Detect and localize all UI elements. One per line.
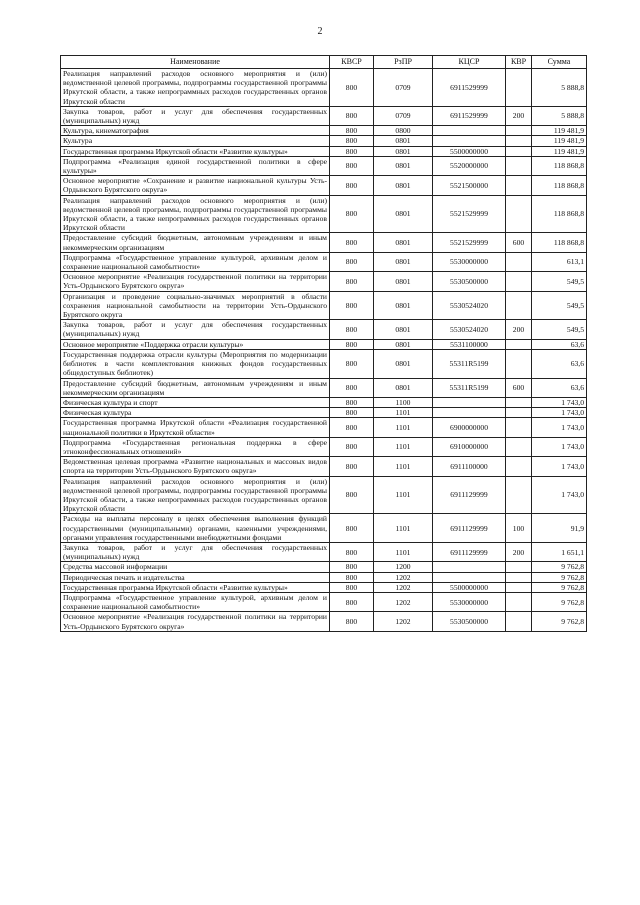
cell-sum: 5 888,8	[532, 106, 587, 125]
cell-kvr: 600	[506, 233, 532, 252]
cell-kvsr: 800	[330, 195, 374, 233]
cell-kvsr: 800	[330, 542, 374, 561]
table-row	[61, 562, 587, 572]
table-row	[61, 106, 587, 125]
cell-kvsr: 800	[330, 156, 374, 175]
cell-sum: 118 868,8	[532, 156, 587, 175]
cell-sum: 549,5	[532, 291, 587, 320]
cell-kvr	[506, 582, 532, 592]
table-row	[61, 176, 587, 195]
header-kvr: КВР	[506, 56, 532, 69]
cell-sum: 549,5	[532, 320, 587, 339]
cell-rzpr: 0801	[374, 252, 433, 271]
cell-sum: 1 743,0	[532, 418, 587, 437]
cell-rzpr: 0801	[374, 291, 433, 320]
cell-kcsr: 5521529999	[433, 233, 506, 252]
cell-sum: 63,6	[532, 378, 587, 397]
page-number: 2	[317, 26, 323, 37]
cell-rzpr: 1101	[374, 437, 433, 456]
cell-kvr	[506, 408, 532, 418]
table-row	[61, 476, 587, 514]
table-row	[61, 457, 587, 476]
cell-kcsr: 5530000000	[433, 592, 506, 611]
table-row	[61, 397, 587, 407]
cell-rzpr: 0800	[374, 126, 433, 136]
cell-sum: 118 868,8	[532, 233, 587, 252]
cell-kvr	[506, 612, 532, 631]
cell-kvr: 200	[506, 320, 532, 339]
cell-name: Предоставление субсидий бюджетным, автономным учреждениям и иным некоммерческим организациям	[61, 233, 330, 252]
cell-kvr	[506, 272, 532, 291]
table-row	[61, 612, 587, 631]
cell-kvr	[506, 562, 532, 572]
cell-kvsr: 800	[330, 126, 374, 136]
cell-sum: 118 868,8	[532, 195, 587, 233]
cell-name: Государственная программа Иркутской области «Реализация государственной национальной политики в Иркутской области»	[61, 418, 330, 437]
cell-kvsr: 800	[330, 612, 374, 631]
cell-kcsr	[433, 562, 506, 572]
cell-kvr	[506, 349, 532, 378]
cell-kcsr: 5521529999	[433, 195, 506, 233]
cell-rzpr: 0801	[374, 320, 433, 339]
cell-name: Основное мероприятие «Реализация государственной политики на территории Усть-Ордынского Бурятского округа»	[61, 272, 330, 291]
cell-sum: 9 762,8	[532, 562, 587, 572]
cell-kvsr: 800	[330, 136, 374, 146]
cell-kcsr: 5530500000	[433, 612, 506, 631]
table-row	[61, 378, 587, 397]
cell-rzpr: 0801	[374, 136, 433, 146]
cell-rzpr: 1101	[374, 408, 433, 418]
cell-kvr	[506, 146, 532, 156]
cell-sum: 1 743,0	[532, 408, 587, 418]
cell-name: Подпрограмма «Реализация единой государственной политики в сфере культуры»	[61, 156, 330, 175]
cell-sum: 9 762,8	[532, 592, 587, 611]
cell-kvr	[506, 252, 532, 271]
budget-table	[60, 55, 587, 632]
cell-kvsr: 800	[330, 378, 374, 397]
cell-kcsr: 5500000000	[433, 582, 506, 592]
cell-kvsr: 800	[330, 252, 374, 271]
cell-kvsr: 800	[330, 272, 374, 291]
cell-kvr	[506, 397, 532, 407]
cell-sum: 5 888,8	[532, 69, 587, 107]
cell-kvr: 200	[506, 542, 532, 561]
cell-name: Предоставление субсидий бюджетным, автономным учреждениям и иным некоммерческим организациям	[61, 378, 330, 397]
cell-name: Государственная программа Иркутской области «Развитие культуры»	[61, 582, 330, 592]
cell-kcsr: 5531100000	[433, 339, 506, 349]
cell-rzpr: 0801	[374, 378, 433, 397]
cell-kvsr: 800	[330, 572, 374, 582]
header-sum: Сумма	[532, 56, 587, 69]
table-row	[61, 542, 587, 561]
cell-kvsr: 800	[330, 291, 374, 320]
cell-rzpr: 1101	[374, 542, 433, 561]
cell-kvsr: 800	[330, 339, 374, 349]
cell-kvsr: 800	[330, 176, 374, 195]
cell-sum: 1 743,0	[532, 457, 587, 476]
header-kcsr: КЦСР	[433, 56, 506, 69]
cell-kcsr: 5530524020	[433, 320, 506, 339]
cell-kcsr: 5500000000	[433, 146, 506, 156]
cell-sum: 1 743,0	[532, 397, 587, 407]
cell-name: Физическая культура и спорт	[61, 397, 330, 407]
cell-kvr	[506, 592, 532, 611]
table-row	[61, 272, 587, 291]
cell-kvr	[506, 437, 532, 456]
cell-kvsr: 800	[330, 69, 374, 107]
header-kvsr: КВСР	[330, 56, 374, 69]
cell-kvsr: 800	[330, 476, 374, 514]
cell-rzpr: 0801	[374, 233, 433, 252]
table-row	[61, 418, 587, 437]
cell-name: Основное мероприятие «Реализация государственной политики на территории Усть-Ордынского Бурятского округа»	[61, 612, 330, 631]
cell-kcsr: 5521500000	[433, 176, 506, 195]
table-row	[61, 582, 587, 592]
cell-kvsr: 800	[330, 349, 374, 378]
cell-kvsr: 800	[330, 592, 374, 611]
cell-kvsr: 800	[330, 562, 374, 572]
cell-rzpr: 1202	[374, 592, 433, 611]
cell-sum: 9 762,8	[532, 582, 587, 592]
cell-rzpr: 1101	[374, 418, 433, 437]
table-row	[61, 349, 587, 378]
cell-rzpr: 0801	[374, 349, 433, 378]
cell-kvr: 200	[506, 106, 532, 125]
cell-kvr	[506, 572, 532, 582]
cell-rzpr: 1202	[374, 572, 433, 582]
table-row	[61, 592, 587, 611]
cell-rzpr: 0801	[374, 272, 433, 291]
cell-kvr	[506, 69, 532, 107]
cell-kvsr: 800	[330, 418, 374, 437]
cell-rzpr: 0801	[374, 176, 433, 195]
table-row	[61, 408, 587, 418]
table-row	[61, 572, 587, 582]
table-row	[61, 195, 587, 233]
cell-kvr	[506, 136, 532, 146]
cell-kcsr: 6911129999	[433, 476, 506, 514]
cell-kcsr: 6900000000	[433, 418, 506, 437]
cell-kvr: 600	[506, 378, 532, 397]
table-row	[61, 126, 587, 136]
cell-rzpr: 1100	[374, 397, 433, 407]
cell-kvr	[506, 476, 532, 514]
cell-sum: 63,6	[532, 339, 587, 349]
cell-rzpr: 0801	[374, 146, 433, 156]
cell-kcsr	[433, 397, 506, 407]
header-name: Наименование	[61, 56, 330, 69]
cell-rzpr: 1101	[374, 476, 433, 514]
cell-kvsr: 800	[330, 457, 374, 476]
cell-sum: 119 481,9	[532, 146, 587, 156]
cell-kvr	[506, 156, 532, 175]
cell-sum: 118 868,8	[532, 176, 587, 195]
table-row	[61, 252, 587, 271]
header-rzpr: РзПР	[374, 56, 433, 69]
cell-rzpr: 0801	[374, 156, 433, 175]
table-row	[61, 146, 587, 156]
cell-kcsr: 5530524020	[433, 291, 506, 320]
cell-name: Основное мероприятие «Поддержка отрасли культуры»	[61, 339, 330, 349]
cell-sum: 91,9	[532, 514, 587, 543]
cell-name: Закупка товаров, работ и услуг для обеспечения государственных (муниципальных) нужд	[61, 106, 330, 125]
table-row	[61, 136, 587, 146]
cell-kcsr	[433, 572, 506, 582]
table-row	[61, 233, 587, 252]
cell-kvsr: 800	[330, 437, 374, 456]
cell-kcsr: 5530500000	[433, 272, 506, 291]
cell-kcsr: 6910000000	[433, 437, 506, 456]
cell-kvsr: 800	[330, 408, 374, 418]
cell-kvr: 100	[506, 514, 532, 543]
cell-kcsr: 5530000000	[433, 252, 506, 271]
table-row	[61, 437, 587, 456]
cell-name: Государственная поддержка отрасли культуры (Мероприятия по модернизации библиотек в части комплектования книжных фондов государственных общедоступных библиотек)	[61, 349, 330, 378]
cell-kcsr: 6911529999	[433, 69, 506, 107]
cell-sum: 63,6	[532, 349, 587, 378]
table-row	[61, 156, 587, 175]
cell-rzpr: 0801	[374, 339, 433, 349]
cell-name: Расходы на выплаты персоналу в целях обеспечения выполнения функций государственными (муниципальными) органами, казенными учреждениями, органами управления государственными внебюджетными фондами	[61, 514, 330, 543]
cell-rzpr: 1202	[374, 612, 433, 631]
cell-kvr	[506, 339, 532, 349]
cell-kvsr: 800	[330, 233, 374, 252]
cell-sum: 1 743,0	[532, 437, 587, 456]
cell-name: Средства массовой информации	[61, 562, 330, 572]
cell-sum: 9 762,8	[532, 612, 587, 631]
cell-name: Реализация направлений расходов основного мероприятия и (или) ведомственной целевой программы, подпрограммы государственной программы Иркутской области, а также непрограммных расходов государственных органов Иркутской области	[61, 69, 330, 107]
cell-name: Государственная программа Иркутской области «Развитие культуры»	[61, 146, 330, 156]
cell-rzpr: 0801	[374, 195, 433, 233]
table-row	[61, 514, 587, 543]
cell-kcsr	[433, 136, 506, 146]
cell-rzpr: 1101	[374, 457, 433, 476]
table-row	[61, 69, 587, 107]
cell-sum: 119 481,9	[532, 126, 587, 136]
cell-kvr	[506, 126, 532, 136]
cell-sum: 1 651,1	[532, 542, 587, 561]
cell-sum: 9 762,8	[532, 572, 587, 582]
cell-kvsr: 800	[330, 582, 374, 592]
table-header-row	[61, 56, 587, 69]
cell-sum: 119 481,9	[532, 136, 587, 146]
cell-kcsr: 55311R5199	[433, 349, 506, 378]
cell-kvr	[506, 291, 532, 320]
cell-rzpr: 1200	[374, 562, 433, 572]
cell-name: Культура, кинематография	[61, 126, 330, 136]
cell-name: Закупка товаров, работ и услуг для обеспечения государственных (муниципальных) нужд	[61, 542, 330, 561]
cell-kcsr: 55311R5199	[433, 378, 506, 397]
cell-kvr	[506, 457, 532, 476]
cell-kvr	[506, 176, 532, 195]
cell-kcsr	[433, 408, 506, 418]
cell-kvsr: 800	[330, 106, 374, 125]
cell-kcsr	[433, 126, 506, 136]
table-row	[61, 291, 587, 320]
cell-kvr	[506, 418, 532, 437]
cell-name: Подпрограмма «Государственная региональная поддержка в сфере этноконфессиональных отношений»	[61, 437, 330, 456]
cell-rzpr: 0709	[374, 106, 433, 125]
cell-name: Реализация направлений расходов основного мероприятия и (или) ведомственной целевой программы, подпрограммы государственной программы Иркутской области, а также непрограммных расходов государственных органов Иркутской области	[61, 195, 330, 233]
cell-kcsr: 6911129999	[433, 542, 506, 561]
cell-name: Реализация направлений расходов основного мероприятия и (или) ведомственной целевой программы, подпрограммы государственной программы Иркутской области, а также непрограммных расходов государственных органов Иркутской области	[61, 476, 330, 514]
table-row	[61, 339, 587, 349]
cell-name: Подпрограмма «Государственное управление культурой, архивным делом и сохранение национальной самобытности»	[61, 252, 330, 271]
cell-kcsr: 6911129999	[433, 514, 506, 543]
table-row	[61, 320, 587, 339]
cell-kcsr: 6911529999	[433, 106, 506, 125]
cell-name: Основное мероприятие «Сохранение и развитие национальной культуры Усть-Ордынского Бурятского округа»	[61, 176, 330, 195]
cell-rzpr: 1202	[374, 582, 433, 592]
cell-rzpr: 0709	[374, 69, 433, 107]
cell-name: Ведомственная целевая программа «Развитие национальных и массовых видов спорта на территории Усть-Ордынского Бурятского округа»	[61, 457, 330, 476]
cell-kcsr: 5520000000	[433, 156, 506, 175]
cell-sum: 549,5	[532, 272, 587, 291]
cell-kvsr: 800	[330, 397, 374, 407]
cell-name: Подпрограмма «Государственное управление культурой, архивным делом и сохранение национальной самобытности»	[61, 592, 330, 611]
cell-kcsr: 6911100000	[433, 457, 506, 476]
cell-kvsr: 800	[330, 146, 374, 156]
cell-kvsr: 800	[330, 514, 374, 543]
cell-sum: 613,1	[532, 252, 587, 271]
cell-kvr	[506, 195, 532, 233]
table-body	[61, 69, 587, 632]
cell-sum: 1 743,0	[532, 476, 587, 514]
cell-name: Закупка товаров, работ и услуг для обеспечения государственных (муниципальных) нужд	[61, 320, 330, 339]
cell-name: Культура	[61, 136, 330, 146]
cell-name: Физическая культура	[61, 408, 330, 418]
cell-rzpr: 1101	[374, 514, 433, 543]
cell-name: Периодическая печать и издательства	[61, 572, 330, 582]
cell-kvsr: 800	[330, 320, 374, 339]
cell-name: Организация и проведение социально-значимых мероприятий в области сохранения национальной самобытности на территории Усть-Ордынского Бурятского округа	[61, 291, 330, 320]
